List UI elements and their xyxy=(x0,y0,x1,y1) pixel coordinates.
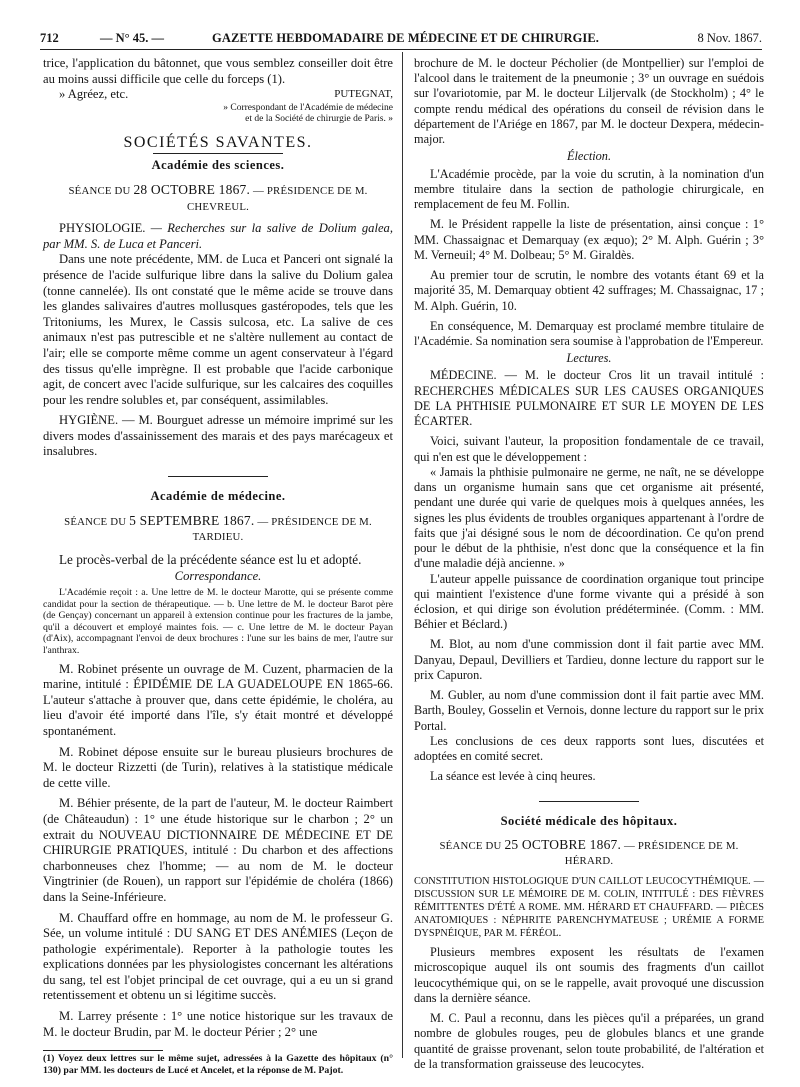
correspondance-title: Correspondance. xyxy=(174,569,262,584)
seance-line-sciences xyxy=(43,182,393,215)
hygiene-text: — M. Bourguet adresse un mémoire imprimé sur les divers modes d'assainissement des marais et des pays marécageux et insalubres. xyxy=(43,413,393,459)
seance-line-medecine xyxy=(43,513,393,546)
proces-verbal: Le procès-verbal de la précédente séance est lu et adopté. xyxy=(59,551,362,567)
seance-line-societe xyxy=(414,837,764,869)
seance-prefix: SÉANCE DU xyxy=(68,184,131,197)
election-paragraph-1: L'Académie procède, par la voie du scrutin, à la nomination d'un membre titulaire dans la section de pathologie chirurgicale, en remplacement de feu M. Follin. xyxy=(414,166,764,212)
election-paragraph-3: Au premier tour de scrutin, le nombre des votants étant 69 et la majorité 35, M. Demarquay obtient 42 suffrages; M. Chassaignac, 17 ; M. Alph. Guérin, 10. xyxy=(414,268,764,313)
seance-presidence: — PRÉSIDENCE DE M. HÉRARD. xyxy=(564,839,739,868)
rubric-label: MÉDECINE. xyxy=(430,368,497,383)
lectures-intro-text: — M. le docteur Cros lit un travail intitulé : RECHERCHES MÉDICALES SUR LES CAUSES ORGANIQUES DE LA PHTHISIE PULMONAIRE ET SUR LE MOYEN DE LES ÉCARTER. xyxy=(414,368,764,429)
session-summary: CONSTITUTION HISTOLOGIQUE D'UN CAILLOT LEUCOCYTHÉMIQUE. — DISCUSSION SUR LE MÉMOIRE DE M. COLIN, INTITULÉ : DES FIÈVRES RÉMITTENTES D'ÉTÉ A ROME. MM. HÉRARD ET CHAUFFARD. — PIÈCES ANATOMIQUES : NÉPHRITE PARENCHYMATEUSE ; URÉMIE A FORME DYSPNÉIQUE, PAR M. FÉRÉOL. xyxy=(414,876,764,940)
right-column xyxy=(414,56,764,1072)
auteur-paragraph: L'auteur appelle puissance de coordination organique tout principe qui maintient l'existence d'une forme vivante qui a présidé à son éclosion, et qui dirige son évolution prédéterminée. (Comm. : MM. Béhier et Béclard.) xyxy=(414,571,764,632)
seance-date: 25 OCTOBRE 1867. xyxy=(504,836,622,852)
larrey-paragraph: M. Larrey présente : 1° une notice historique sur les travaux de M. le docteur Brudin, par M. le docteur Périer ; 2° une xyxy=(43,1009,393,1039)
rubric-label: PHYSIOLOGIE. xyxy=(59,221,146,236)
seance-levee: La séance est levée à cinq heures. xyxy=(430,769,596,784)
publication-title: GAZETTE HEBDOMADAIRE DE MÉDECINE ET DE CHIRURGIE. xyxy=(212,31,600,45)
page-header xyxy=(40,27,762,49)
signature-name: PUTEGNAT, xyxy=(334,88,393,101)
subsection-title-societe-medicale: Société médicale des hôpitaux. xyxy=(500,813,678,828)
seance-presidence: — PRÉSIDENCE DE M. CHEVREUL. xyxy=(186,184,368,213)
section-divider xyxy=(168,476,268,477)
conclusions-paragraph: Les conclusions de ces deux rapports sont lues, discutées et adoptées en comité secret. xyxy=(414,733,764,764)
signature-line-2: et de la Société de chirurgie de Paris. » xyxy=(245,113,393,124)
brochures-continuation: brochure de M. le docteur Pécholier (de Montpellier) sur l'emploi de l'alcool dans le traitement de la pneumonie ; 3° un ouvrage en suédois sur l'ovariotomie, par M. le docteur Liljervalk (de Stockholm) ; 4° le compte rendu médical des opérations du conseil de révision dans le département de l'Ariége en 1867, par M. le docteur Dexpera, médecin-major. xyxy=(414,56,764,147)
seance-prefix: SÉANCE DU xyxy=(439,839,502,852)
chauffard-paragraph: M. Chauffard offre en hommage, au nom de M. le professeur G. Sée, un volume intitulé : DU SANG ET DES ANÉMIES (Leçon de pathologie expérimentale). Reporter à la pathologie toutes les explications données par les physiologistes concernant les altérations du sang, tel est l'objet principal de cet ouvrage, qui a eu un si grand retentissement et obtenu un si légitime succès. xyxy=(43,910,393,1003)
lectures-title: Lectures. xyxy=(566,351,612,366)
election-title: Élection. xyxy=(566,149,612,164)
column-rule xyxy=(402,52,403,1058)
section-title-rule xyxy=(153,153,283,154)
correspondance-text: L'Académie reçoit : a. Une lettre de M. le docteur Marotte, qui se présente comme candidat pour la section de thérapeutique. — b. Une lettre de M. le docteur Barot père (de Gençay) concernant un appareil à extension continue pour les fractures de la jambe, qu'il a découvert et employé maintes fois. — c. Une lettre de M. le docteur Payan (d'Aix), accompagnant l'envoi de deux brochures : l'une sur les bains de mer, l'autre sur l'anthrax. xyxy=(43,587,393,656)
physiologie-text: Dans une note précédente, MM. de Luca et Panceri ont signalé la présence de l'acide sulfurique libre dans la salive du Dolium galea (tonne cannelée). Ils ont constaté que le même acide se trouve dans les glandes salivaires d'autres mollusques gastéropodes, tels que les Tritoniums, les Murex, le Cassis sulcosa, etc. La salive de ces animaux n'est pas putrescible et ne s'altère nullement au contact de l'air; elle se comporte même comme un agent conservateur à l'égard des tissus qu'elle imprègne. Il est probable que l'acide carbonique agit, de concert avec l'acide sulfurique, sur les calcaires des coquilles pour les rendre solubles et, par conséquent, assimilables. xyxy=(43,252,393,407)
left-column xyxy=(43,56,393,1076)
rubric-label: HYGIÈNE. xyxy=(59,413,119,428)
seance-presidence: — PRÉSIDENCE DE M. TARDIEU. xyxy=(192,515,372,544)
behier-paragraph: M. Béhier présente, de la part de l'auteur, M. le docteur Raimbert (de Châteaudun) : 1° une étude historique sur le charbon ; 2° un extrait du NOUVEAU DICTIONNAIRE DE MÉDECINE ET DE CHIRURGIE PRATIQUES, intitulé : Du charbon et des affections charbonneuses chez l'homme; — au nom de M. le docteur Vingtrinier (de Rouen), un rapport sur l'épidémie de choléra (1866) dans la Seine-Inférieure. xyxy=(43,796,393,904)
hygiene-paragraph xyxy=(43,413,393,460)
subsection-title-sciences: Académie des sciences. xyxy=(151,158,285,173)
election-paragraph-4: En conséquence, M. Demarquay est proclamé membre titulaire de l'Académie. Sa nomination sera soumise à l'approbation de l'Empereur. xyxy=(414,318,764,348)
societe-paragraph-2: M. C. Paul a reconnu, dans les pièces qu'il a préparées, un grand nombre de globules rouges, peu de globules blancs et une grande quantité de graisse provenant, selon toute probabilité, de l'altération et de la transformation graisseuse des leucocytes. xyxy=(414,1011,764,1071)
robinet-paragraph-2: M. Robinet dépose ensuite sur le bureau plusieurs brochures de M. le docteur Rizzetti (de Turin), relatives à la statistique médicale de cette ville. xyxy=(43,744,393,790)
lectures-intro xyxy=(414,368,764,429)
subsection-title-medecine: Académie de médecine. xyxy=(150,489,286,504)
societe-paragraph-1: Plusieurs membres exposent les résultats de l'examen microscopique auquel ils ont soumis des fragments d'un caillot leucocythémique qui, on se le rappelle, avait provoqué une discussion dans la dernière séance. xyxy=(414,945,764,1005)
agreez-text: » Agréez, etc. xyxy=(59,87,129,102)
seance-prefix: SÉANCE DU xyxy=(64,515,127,528)
letter-ending: trice, l'application du bâtonnet, que vous semblez conseiller doit être au moins aussi difficile que celle du forceps (1). xyxy=(43,56,393,86)
section-title-societes: SOCIÉTÉS SAVANTES. xyxy=(123,133,313,151)
robinet-paragraph-1: M. Robinet présente un ouvrage de M. Cuzent, pharmacien de la marine, intitulé : ÉPIDÉMIE DE LA GUADELOUPE EN 1865-66. L'auteur s'attache à prouver que, dans cette épidémie, le choléra, au lieu d'avoir été importé dans l'île, s'y était montré et développé spontanément. xyxy=(43,661,393,738)
seance-date: 28 OCTOBRE 1867. xyxy=(133,181,251,197)
section-divider xyxy=(539,801,639,802)
letter-closing xyxy=(43,87,393,103)
signature-line-1: » Correspondant de l'Académie de médecine xyxy=(223,102,393,113)
seance-date: 5 SEPTEMBRE 1867. xyxy=(129,512,255,528)
gubler-paragraph: M. Gubler, au nom d'une commission dont il fait partie avec MM. Barth, Bouley, Gosselin et Vernois, donne lecture du rapport sur le prix Portal. xyxy=(414,688,764,733)
physiologie-paragraph xyxy=(43,221,393,252)
footnote-rule xyxy=(43,1050,163,1051)
rubric-title: — Recherches sur la salive de Dolium galea, par MM. S. de Luca et Panceri. xyxy=(43,221,393,251)
blot-paragraph: M. Blot, au nom d'une commission dont il fait partie avec MM. Danyau, Depaul, Devilliers et Tardieu, donne lecture du rapport sur le prix Capuron. xyxy=(414,637,764,682)
footnote: (1) Voyez deux lettres sur le même sujet, adressées à la Gazette des hôpitaux (n° 130) par MM. les docteurs de Lucé et Ancelet, et la réponse de M. Pajot. xyxy=(43,1053,393,1076)
cros-quote: « Jamais la phthisie pulmonaire ne germe, ne naît, ne se développe dans un organisme humain sans que cet organisme ait présenté, pendant une durée qui varie de quelques mois à quelques années, les signes les plus évidents de troubles organiques appartenant à l'ordre de faits que j'ai désigné sous le nom de décoordination. Ce qu'on prend pour le début de la phthisie, n'est donc que la conséquence et la fin d'une maladie déjà ancienne. » xyxy=(414,464,764,571)
issue-number: — N° 45. — xyxy=(100,31,165,45)
header-rule xyxy=(40,49,762,50)
issue-date: 8 Nov. 1867. xyxy=(697,31,762,45)
election-paragraph-2: M. le Président rappelle la liste de présentation, ainsi conçue : 1° MM. Chassaignac et Demarquay (ex æquo); 2° M. Alph. Guérin ; 3° M. Verneuil; 4° M. Dolbeau; 5° M. Giraldès. xyxy=(414,217,764,262)
page-number: 712 xyxy=(40,31,59,45)
lectures-voici: Voici, suivant l'auteur, la proposition fondamentale de ce travail, qui n'en est que le développement : xyxy=(414,434,764,464)
